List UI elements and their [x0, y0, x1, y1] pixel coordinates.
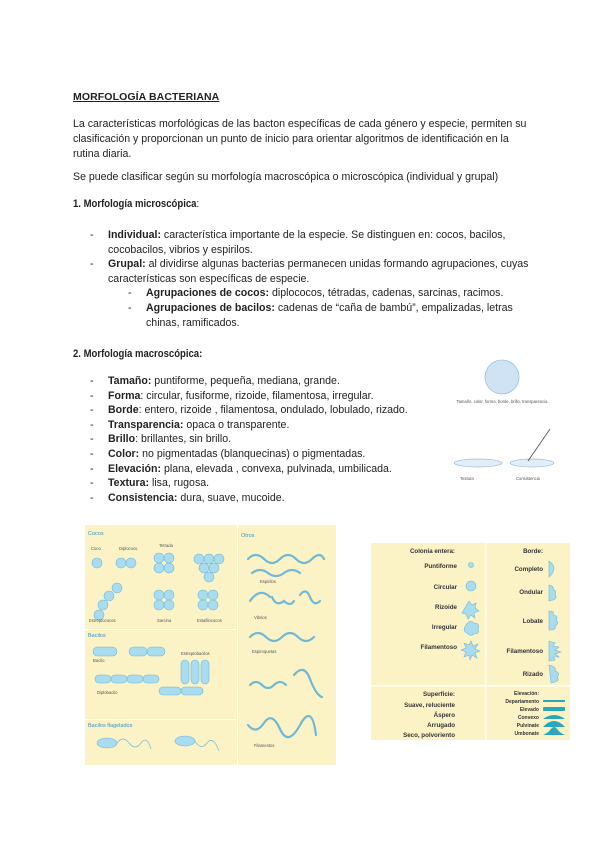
- espirilos-label: Espirilos: [260, 579, 276, 584]
- rizado-label: Rizado: [522, 671, 543, 678]
- list-item: - Consistencia: dura, suave, mucoide.: [90, 491, 530, 506]
- list-item: - Borde: entero, rizoide , filamentosa, ondulado, lobulado, rizado.: [90, 403, 530, 418]
- list-item: - Textura: lisa, rugosa.: [90, 476, 530, 491]
- divider: [85, 719, 237, 720]
- list-item: - Color: no pigmentadas (blanquecinas) o pigmentadas.: [90, 447, 530, 462]
- pulvinate-label: Pulvinate: [516, 723, 539, 729]
- divider: [371, 685, 570, 687]
- diplobacilo-label: Diplobacilo: [97, 690, 118, 695]
- page-title: MORFOLOGÍA BACTERIANA: [73, 91, 220, 103]
- bacilos-heading: Bacilos: [88, 633, 106, 639]
- espiroquetas-label: Espiroquetas: [252, 649, 277, 654]
- borde-heading: Borde:: [523, 548, 543, 555]
- vibrios-label: Vibrios: [254, 615, 267, 620]
- completo-label: Completo: [514, 566, 543, 573]
- suave-label: Suave, reluciente: [404, 702, 455, 709]
- divider: [85, 629, 237, 630]
- consistency-label: Consistencia: [516, 476, 540, 481]
- colony-caption: Tamaño, color, forma, borde, brillo, transparencia: [456, 399, 548, 404]
- elevacion-heading: Elevación:: [513, 691, 539, 697]
- arrugado-label: Arrugado: [427, 722, 455, 729]
- tetrada-label: Tetrada: [159, 543, 173, 548]
- irregular-label: Irregular: [431, 624, 457, 631]
- colony-circle: [485, 360, 519, 394]
- colony-types-figure: [371, 543, 570, 740]
- list-item: - Elevación: plana, elevada , convexa, pulvinada, umbilicada.: [90, 462, 530, 477]
- otros-figure: [238, 525, 336, 765]
- coco-label: Coco: [91, 546, 101, 551]
- plate-right: [510, 459, 554, 467]
- seco-label: Seco, polvoriento: [403, 732, 455, 739]
- puntiforme-label: Puntiforme: [424, 563, 457, 570]
- plate-left: [454, 459, 502, 467]
- rizoide-label: Rizoide: [434, 604, 457, 611]
- section2-heading: 2. Morfología macroscópica:: [73, 348, 203, 360]
- filamentoso-borde-label: Filamentoso: [506, 648, 543, 655]
- section1-heading: 1. Morfología microscópica:: [73, 198, 200, 210]
- convexo-label: Convexo: [517, 715, 539, 721]
- ondular-label: Ondular: [519, 589, 543, 596]
- bacilo-label: Bacilo: [93, 658, 105, 663]
- list-item: - Forma: circular, fusiforme, rizoide, filamentosa, irregular.: [90, 389, 530, 404]
- sarcina-label: Sarcina: [157, 618, 172, 623]
- colonia-entera-heading: Colonia entera:: [409, 548, 455, 555]
- list-item: - Agrupaciones de bacilos: cadenas de “caña de bambú”, empalizadas, letras chinas, ramificados.: [128, 301, 530, 330]
- intro-paragraph: La características morfológicas de las bacton específicas de cada género y especie, permiten su clasificación y proporcionan un punto de inicio para orientar algoritmos de identificación en la rutina diaria.: [73, 118, 527, 160]
- list-item: - Tamaño: puntiforme, pequeña, mediana, grande.: [90, 374, 530, 389]
- filamentoso-label: Filamentoso: [420, 644, 457, 651]
- section1-list: [90, 228, 530, 330]
- cocos-heading: Cocos: [88, 531, 104, 537]
- estreptobacilos-label: Estreptobacilos: [181, 651, 210, 656]
- circular-label: Circular: [433, 584, 457, 591]
- estreptococos-label: Estreptococos: [89, 618, 116, 623]
- filamentos-label: Filamentos: [254, 743, 275, 748]
- elevado-label: Elevado: [519, 707, 539, 713]
- list-item: - Grupal: al dividirse algunas bacterias permanecen unidas formando agrupaciones, cuyas características son específicas de especie. - Agrupaciones de cocos: diplococos, tétradas, cadenas, sarcinas, racimos. - Agrupaciones de bacilos: cadenas de “caña de bambú”, empalizadas, letras chinas, ramificados.: [90, 257, 530, 330]
- list-item: - Individual: característica importante de la especie. Se distinguen en: cocos, bacilos, cocobacilos, vibrios y espirilos.: [90, 228, 530, 257]
- texture-label: Textura: [460, 476, 474, 481]
- list-item: - Agrupaciones de cocos: diplococos, tétradas, cadenas, sarcinas, racimos.: [128, 286, 530, 301]
- divider: [485, 543, 487, 740]
- superficie-heading: Superficie:: [423, 691, 455, 698]
- aspero-label: Áspero: [433, 712, 455, 719]
- colony-figure: [450, 355, 560, 490]
- diplococo-label: Diplococo: [119, 546, 138, 551]
- otros-heading: Otros: [241, 533, 255, 539]
- departamento-label: Departamento: [505, 699, 539, 705]
- list-item: - Brillo: brillantes, sin brillo.: [90, 432, 530, 447]
- estafilococos-label: Estafilococos: [197, 618, 222, 623]
- loop-needle: [528, 429, 550, 461]
- classify-paragraph: Se puede clasificar según su morfología macroscópica o microscópica (individual y grupal): [73, 171, 499, 183]
- list-item: - Transparencia: opaca o transparente.: [90, 418, 530, 433]
- lobate-label: Lobate: [522, 618, 543, 625]
- cocos-bacilos-figure: [85, 525, 237, 765]
- flagelados-heading: Bacilos flagelados: [88, 723, 133, 729]
- umbonate-label: Umbonate: [514, 731, 539, 737]
